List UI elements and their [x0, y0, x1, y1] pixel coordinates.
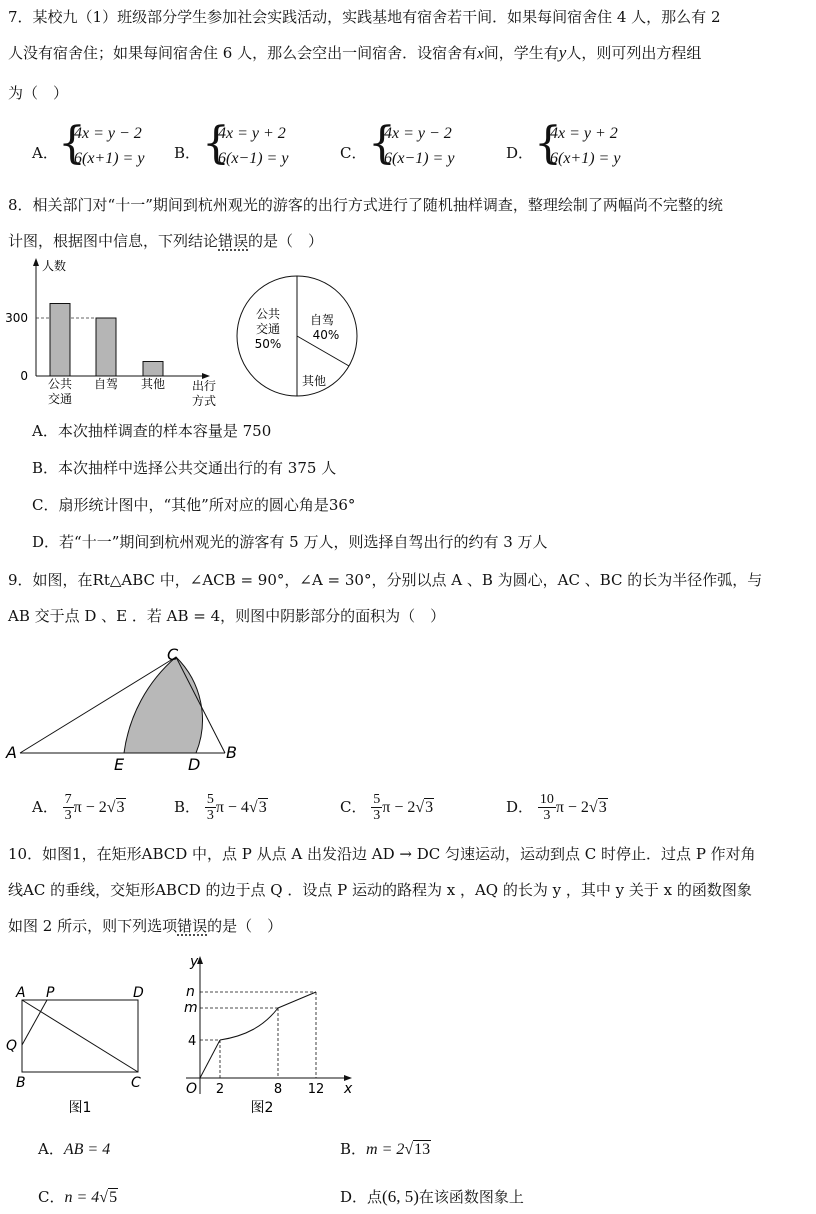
- graph-curve: [220, 1008, 278, 1040]
- cat-label-public-1: 公共: [47, 377, 73, 391]
- sqrt-icon: √: [99, 1189, 109, 1206]
- label-b: B: [16, 1075, 26, 1091]
- bar-2: [143, 362, 163, 377]
- q10-option-c: C．n = 4√5: [38, 1188, 118, 1206]
- pie-label-other: 其他: [301, 374, 327, 388]
- bar-1: [96, 318, 116, 376]
- label-c: C: [131, 1075, 141, 1091]
- pie-label-public-2: 交通: [255, 322, 281, 336]
- cat-label-other: 其他: [140, 377, 166, 391]
- figure1-caption: 图1: [68, 1100, 92, 1116]
- label-p: P: [46, 985, 55, 1001]
- tick-0: 0: [20, 369, 28, 383]
- q10-line2: 线AC 的垂线，交矩形ABCD 的边于点 Q ．设点 P 运动的路程为 x ，AQ 的长为 y ，其中 y 关于 x 的函数图象: [8, 881, 752, 899]
- x-axis-label-2: 方式: [191, 394, 217, 408]
- q10-figure1: [0, 975, 160, 1120]
- segment-pq: [22, 1000, 47, 1045]
- q8-emphasis: 错误: [218, 232, 249, 250]
- q8-bar-chart: [0, 256, 230, 412]
- label-8: 8: [273, 1082, 283, 1097]
- q9-option-d: D． $\frac{10}{3}$ π − 2√3: [506, 792, 607, 824]
- label-o: O: [186, 1081, 198, 1097]
- q9-option-a: A． $\frac{7}{3}$ π − 2√3: [32, 792, 125, 824]
- brace-icon: {: [58, 118, 86, 169]
- q10-figure2: [176, 952, 366, 1120]
- q9-line1: 9．如图，在Rt△ABC 中，∠ACB = 90°，∠A = 30°，分别以点 A 、B 为圆心，AC 、BC 的长为半径作弧，与: [8, 571, 763, 589]
- label-n: n: [186, 984, 195, 1000]
- label-d: D: [188, 755, 201, 774]
- pie-label-self-pct: 40%: [312, 328, 340, 342]
- y-axis-label: 人数: [42, 259, 67, 273]
- label-a: A: [16, 985, 26, 1001]
- figure2-caption: 图2: [250, 1100, 274, 1116]
- brace-icon: {: [202, 118, 230, 169]
- graph-segment-2: [278, 992, 316, 1008]
- q7-option-a-label: A．: [32, 144, 58, 162]
- label-2: 2: [215, 1082, 225, 1097]
- brace-icon: {: [534, 118, 562, 169]
- q8-line2a: 计图，根据图中信息，下列结论: [8, 232, 219, 250]
- sqrt-icon: √: [106, 798, 116, 816]
- q7-option-d-label: D．: [506, 144, 534, 162]
- pie-label-public-pct: 50%: [254, 337, 282, 351]
- q9-triangle-figure: [0, 640, 250, 774]
- q7-c-eq2: 6(x−1) = y: [384, 150, 455, 167]
- label-12: 12: [307, 1082, 325, 1097]
- q8-option-d: D．若“十一”期间到杭州观光的游客有 5 万人，则选择自驾出行的约有 3 万人: [32, 533, 548, 551]
- q7-line2b: 间，学生有: [483, 44, 559, 62]
- label-x: x: [344, 1081, 353, 1097]
- label-q: Q: [6, 1038, 18, 1054]
- q9-option-b: B． $\frac{5}{3}$ π − 4√3: [174, 792, 267, 824]
- q10-emphasis: 错误: [177, 917, 208, 935]
- q8-option-b: B．本次抽样中选择公共交通出行的有 375 人: [32, 459, 337, 477]
- q7-option-c-label: C．: [340, 144, 367, 162]
- label-4: 4: [188, 1034, 197, 1049]
- q7-line2c: 人，则可列出方程组: [566, 44, 702, 62]
- q7-b-eq1: 4x = y + 2: [218, 125, 286, 142]
- fraction: $\frac{10}{3}$: [539, 792, 554, 824]
- label-y: y: [190, 954, 199, 970]
- brace-icon: {: [368, 118, 396, 169]
- q7-line2: [8, 42, 701, 63]
- sqrt-icon: √: [588, 798, 598, 816]
- q8-line2: [8, 230, 323, 251]
- var-x: x: [477, 46, 484, 62]
- sqrt-icon: √: [415, 798, 425, 816]
- pie-label-public-1: 公共: [255, 307, 281, 321]
- fraction: $\frac{5}{3}$: [373, 792, 381, 824]
- q10-line3a: 如图 2 所示，则下列选项: [8, 917, 178, 935]
- sqrt-icon: √: [404, 1141, 414, 1158]
- q9-line2: AB 交于点 D 、E ．若 AB = 4，则图中阴影部分的面积为（ ）: [8, 607, 446, 625]
- q10-line1: 10．如图1，在矩形ABCD 中，点 P 从点 A 出发沿边 AD → DC 匀速运动，运动到点 C 时停止．过点 P 作对角: [8, 845, 756, 863]
- q9-option-c: C． $\frac{5}{3}$ π − 2√3: [340, 792, 434, 824]
- q7-b-eq2: 6(x−1) = y: [218, 150, 289, 167]
- label-d: D: [133, 985, 144, 1001]
- diagonal-ac: [22, 1000, 138, 1072]
- q8-line1: 8．相关部门对“十一”期间到杭州观光的游客的出行方式进行了随机抽样调查，整理绘制了两幅尚不完整的统: [8, 196, 723, 214]
- q7-c-eq1: 4x = y − 2: [384, 125, 452, 142]
- q8-pie-chart: [232, 270, 372, 400]
- q7-d-eq1: 4x = y + 2: [550, 125, 618, 142]
- y-axis-arrow-icon: [33, 258, 39, 266]
- label-e: E: [114, 755, 125, 774]
- label-b: B: [226, 743, 237, 762]
- cat-label-self: 自驾: [93, 377, 119, 391]
- bar-0: [50, 304, 70, 377]
- cat-label-public-2: 交通: [47, 392, 73, 406]
- x-axis-label-1: 出行: [191, 379, 217, 393]
- fraction: $\frac{7}{3}$: [64, 792, 72, 824]
- sqrt-icon: √: [248, 798, 258, 816]
- q7-a-eq1: 4x = y − 2: [74, 125, 142, 142]
- var-y: y: [558, 43, 567, 62]
- q10-option-a: A．AB = 4: [38, 1140, 111, 1158]
- fraction: $\frac{5}{3}$: [206, 792, 214, 824]
- label-m: m: [184, 1000, 198, 1016]
- q8-option-c: C．扇形统计图中，“其他”所对应的圆心角是36°: [32, 496, 356, 514]
- q8-line2b: 的是（ ）: [248, 232, 324, 250]
- q7-option-b-label: B．: [174, 144, 201, 162]
- q7-d-eq2: 6(x+1) = y: [550, 150, 621, 167]
- label-c: C: [167, 645, 179, 664]
- q10-line3b: 的是（ ）: [207, 917, 283, 935]
- q7-a-eq2: 6(x+1) = y: [74, 150, 145, 167]
- pie-label-self: 自驾: [309, 313, 335, 327]
- q7-line3: 为（ ）: [8, 84, 69, 102]
- q10-line3: [8, 915, 282, 936]
- graph-segment-1: [200, 1040, 220, 1078]
- q7-line2a: 人没有宿舍住；如果每间宿舍住 6 人，那么会空出一间宿舍．设宿舍有: [8, 44, 478, 62]
- q10-option-b: B．m = 2√13: [340, 1140, 431, 1158]
- q7-line1: 7．某校九（1）班级部分学生参加社会实践活动，实践基地有宿舍若干间．如果每间宿舍住 4 人，那么有 2: [8, 8, 721, 26]
- tick-300: 300: [5, 311, 28, 325]
- shaded-region: [124, 657, 202, 753]
- label-a: A: [6, 743, 17, 762]
- q8-option-a: A．本次抽样调查的样本容量是 750: [32, 422, 272, 440]
- q10-option-d: D．点(6, 5)在该函数图象上: [340, 1187, 524, 1206]
